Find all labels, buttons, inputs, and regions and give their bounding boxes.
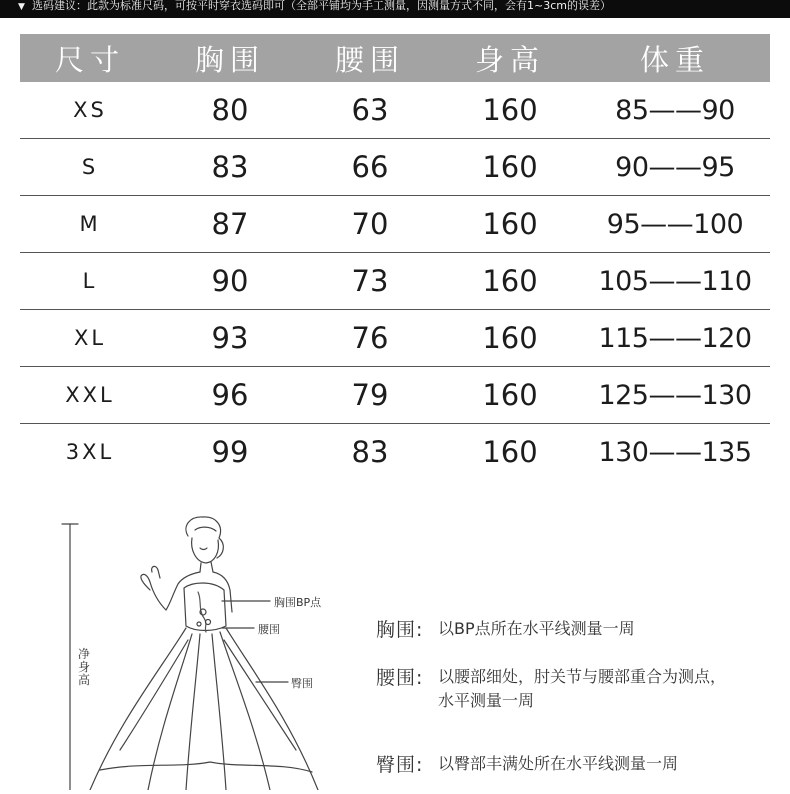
cell-size: M	[20, 196, 160, 253]
cell-height: 160	[440, 139, 580, 196]
cell-bust: 96	[160, 367, 300, 424]
cell-size: XXL	[20, 367, 160, 424]
cell-height: 160	[482, 435, 538, 469]
cell-weight: 85——90	[580, 82, 770, 139]
cell-height: 160	[440, 253, 580, 310]
hip-instruction	[376, 750, 776, 780]
bust-description: 以BP点所在水平线测量一周	[438, 619, 635, 638]
cell-bust: 93	[160, 310, 300, 367]
cell-waist: 63	[300, 82, 440, 139]
cell-height: 160	[440, 196, 580, 253]
size-chart-table	[20, 34, 770, 480]
waist-description: 以腰部细处，肘关节与腰部重合为测点，水平测量一周	[438, 667, 727, 710]
header-size: 尺寸	[20, 34, 160, 82]
gown-measurement-illustration	[0, 500, 380, 790]
figure-head-icon	[186, 517, 223, 572]
table-row	[20, 424, 770, 481]
header-waist: 腰围	[300, 34, 440, 82]
bust-callout-label: 胸围BP点	[274, 596, 322, 609]
hip-description: 以臀部丰满处所在水平线测量一周	[438, 754, 679, 773]
cell-weight: 115——120	[580, 310, 770, 367]
bust-instruction	[376, 615, 776, 645]
cell-waist: 73	[300, 253, 440, 310]
cell-bust: 87	[160, 196, 300, 253]
cell-bust: 83	[160, 139, 300, 196]
table-row	[20, 367, 770, 424]
header-height: 身高	[440, 34, 580, 82]
figure-skirt-icon	[90, 628, 318, 790]
cell-size: XS	[20, 82, 160, 139]
figure-bodice-icon	[184, 583, 226, 632]
cell-size: XL	[20, 310, 160, 367]
cell-bust: 99	[211, 435, 249, 469]
triangle-down-icon: ▼	[18, 2, 25, 12]
cell-waist: 79	[300, 367, 440, 424]
cell-size: L	[20, 253, 160, 310]
cell-size: S	[20, 139, 160, 196]
hip-callout-label: 臀围	[291, 677, 313, 690]
size-advice-text: 选码建议：此款为标准尺码，可按平时穿衣选码即可（全部平铺均为手工测量，因测量方式不同，会有1~3cm的误差）	[32, 0, 611, 12]
cell-height: 160	[440, 310, 580, 367]
table-row	[20, 253, 770, 310]
size-advice-banner	[0, 0, 790, 18]
gown-sketch	[0, 500, 380, 790]
cell-waist: 83	[351, 435, 389, 469]
bust-term: 胸围:	[376, 619, 424, 641]
cell-bust: 90	[160, 253, 300, 310]
cell-weight: 125——130	[580, 367, 770, 424]
waist-callout-label: 腰围	[258, 623, 280, 636]
cell-height: 160	[440, 82, 580, 139]
cell-weight: 95——100	[580, 196, 770, 253]
header-bust: 胸围	[160, 34, 300, 82]
cell-size: 3XL	[65, 440, 115, 464]
cell-bust: 80	[160, 82, 300, 139]
table-row	[20, 310, 770, 367]
cell-waist: 70	[300, 196, 440, 253]
hip-term: 臀围:	[376, 754, 424, 776]
table-row	[20, 82, 770, 139]
cell-weight: 105——110	[580, 253, 770, 310]
table-row	[20, 196, 770, 253]
cell-waist: 66	[300, 139, 440, 196]
cell-waist: 76	[300, 310, 440, 367]
height-label: 净身高	[78, 647, 91, 687]
figure-arms-icon	[141, 566, 232, 612]
table-header-row	[20, 34, 770, 82]
table-row	[20, 139, 770, 196]
cell-height: 160	[440, 367, 580, 424]
header-weight: 体重	[580, 34, 770, 82]
waist-term: 腰围:	[376, 667, 424, 689]
cell-weight: 90——95	[580, 139, 770, 196]
waist-instruction	[376, 663, 776, 715]
cell-weight: 130——135	[598, 436, 752, 468]
